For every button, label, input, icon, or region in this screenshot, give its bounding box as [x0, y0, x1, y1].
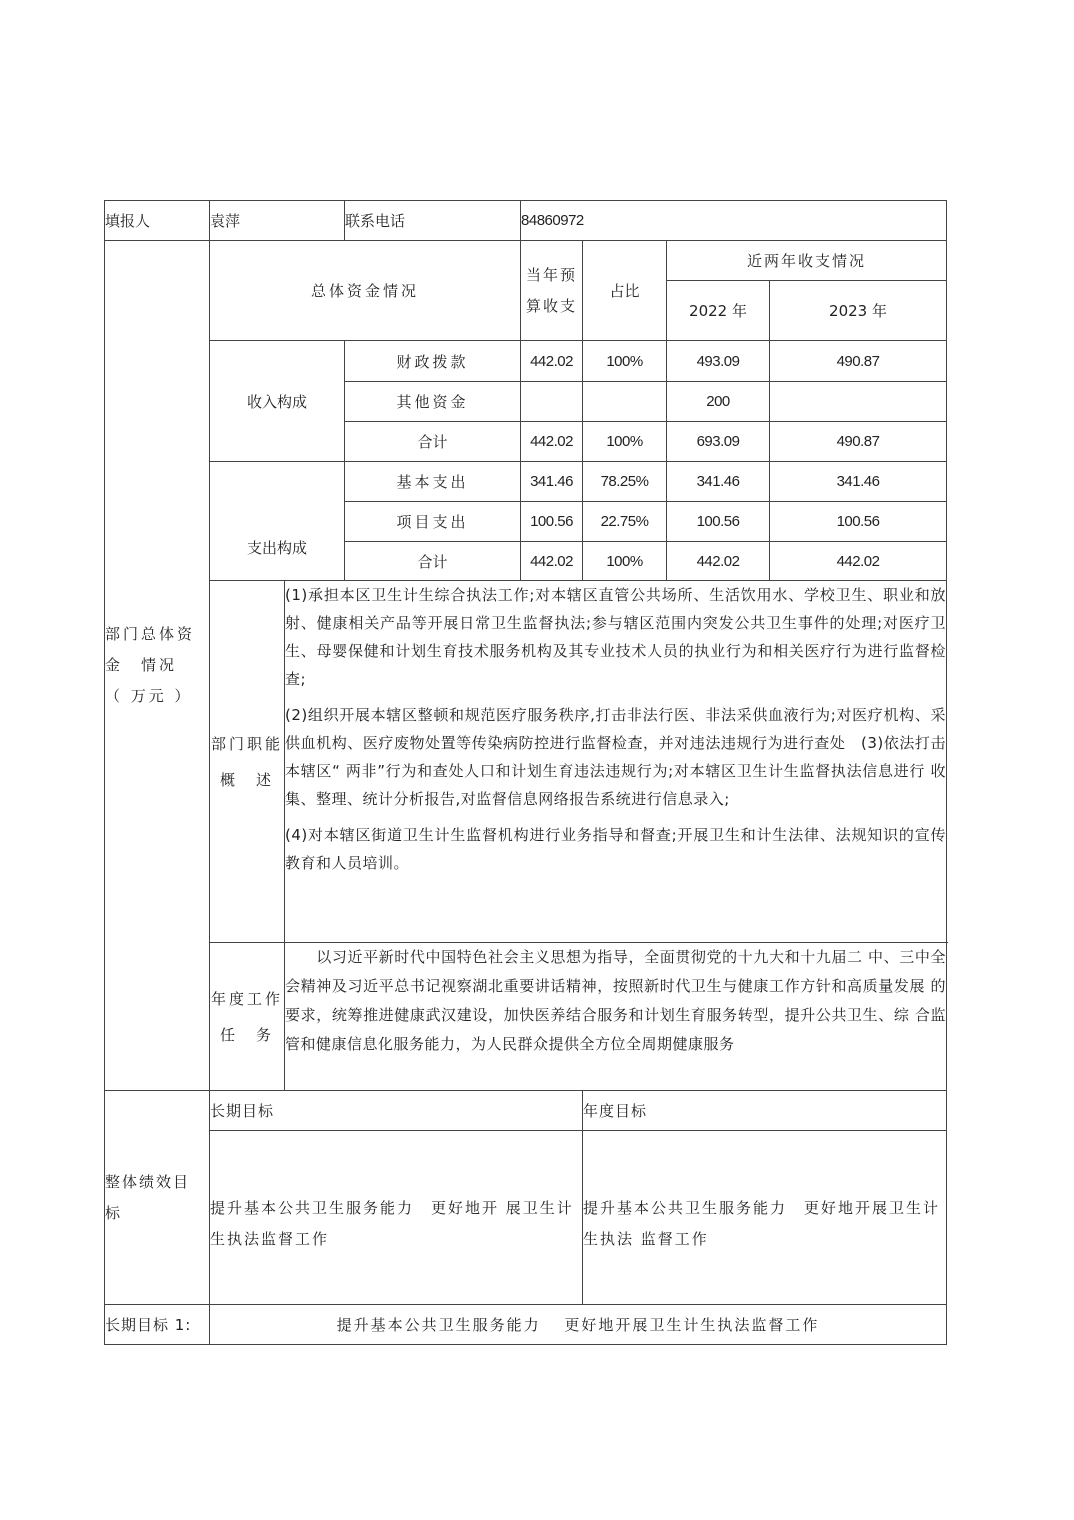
year-2023-header: 2023 年 [770, 281, 947, 341]
long-term-goal-text: 提升基本公共卫生服务能力 更好地开 展卫生计生执法监督工作 [210, 1131, 583, 1305]
funds-section-label: 部门总体资 金 情况 （ 万元 ） [105, 241, 210, 1091]
long-term-goal-1-text: 提升基本公共卫生服务能力 更好地开展卫生计生执法监督工作 [210, 1305, 947, 1345]
annual-goal-header: 年度目标 [583, 1091, 947, 1131]
year-2022-header: 2022 年 [667, 281, 770, 341]
expense-group-label: 支出构成 [210, 462, 345, 581]
expense-row-2023: 341.46 [770, 462, 947, 502]
performance-label: 整体绩效目 标 [105, 1091, 210, 1305]
phone-number: 84860972 [521, 201, 947, 241]
overall-funds-header: 总体资金情况 [210, 241, 521, 341]
expense-row-ratio: 78.25% [583, 462, 667, 502]
ratio-header: 占比 [583, 241, 667, 341]
income-row-ratio: 100% [583, 341, 667, 382]
annual-tasks-row [105, 943, 947, 1091]
income-row-2022: 493.09 [667, 341, 770, 382]
budget-header: 当年预 算收支 [521, 241, 583, 341]
duties-label: 部门职能 概 述 [210, 581, 285, 943]
reporter-name: 袁萍 [210, 201, 345, 241]
income-row-ratio [583, 382, 667, 422]
annual-tasks-label: 年度工作 任 务 [210, 943, 285, 1091]
income-row-label: 财政拨款 [345, 341, 521, 382]
expense-row-ratio: 22.75% [583, 502, 667, 542]
expense-row-2022: 100.56 [667, 502, 770, 542]
long-term-goal-1-row [105, 1305, 947, 1345]
expense-row-budget: 442.02 [521, 542, 583, 581]
duties-row [105, 581, 947, 943]
duty-paragraph: (1)承担本区卫生计生综合执法工作;对本辖区直管公共场所、生活饮用水、学校卫生、职业和放射、健康相关产品等开展日常卫生监督执法;参与辖区范围内突发公共卫生事件的处理;对医疗卫生、母婴保健和计划生育技术服务机构及其专业技术人员的执业行为和相关医疗行为进行监督检查; [285, 586, 947, 688]
income-row-label: 其他资金 [345, 382, 521, 422]
income-row-2023 [770, 382, 947, 422]
income-row [105, 341, 947, 382]
duties-description [285, 581, 947, 943]
income-row-label: 合计 [345, 422, 521, 462]
expense-row-label: 项目支出 [345, 502, 521, 542]
income-row-2023: 490.87 [770, 341, 947, 382]
expense-row-label: 合计 [345, 542, 521, 581]
income-row-budget: 442.02 [521, 422, 583, 462]
recent-years-header: 近两年收支情况 [667, 241, 947, 281]
income-group-label: 收入构成 [210, 341, 345, 462]
performance-header-row [105, 1091, 947, 1131]
duty-paragraph: (2)组织开展本辖区整顿和规范医疗服务秩序,打击非法行医、非法采供血液行为;对医疗机构、采供血机构、医疗废物处置等传染病防控进行监督检查，并对违法违规行为进行查处 (3)依法打击 本辖区“ 两非”行为和查处人口和计划生育违法违规行为;对本辖区卫生计生监督执法信息进行 收集、整理、统计分析报告,对监督信息网络报告系统进行信息录入; [285, 706, 947, 808]
expense-row-2022: 341.46 [667, 462, 770, 502]
budget-form-table [104, 200, 947, 1345]
annual-tasks-text: 以习近平新时代中国特色社会主义思想为指导，全面贯彻党的十九大和十九届二 中、三中全 会精神及习近平总书记视察湖北重要讲话精神，按照新时代卫生与健康工作方针和高质量发展 的要求，统筹推进健康武汉建设，加快医养结合服务和计划生育服务转型，提升公共卫生、综 合监管和健康信息化服务能力，为人民群众提供全方位全周期健康服务 [285, 943, 947, 1091]
expense-row-ratio: 100% [583, 542, 667, 581]
duty-paragraph: (4)对本辖区街道卫生计生监督机构进行业务指导和督查;开展卫生和计生法律、法规知识的宣传教育和人员培训。 [285, 826, 947, 872]
income-row-2022: 200 [667, 382, 770, 422]
income-row-2022: 693.09 [667, 422, 770, 462]
funds-header-row [105, 241, 947, 281]
reporter-label: 填报人 [105, 201, 210, 241]
income-row-budget: 442.02 [521, 341, 583, 382]
expense-row [105, 462, 947, 502]
annual-goal-text: 提升基本公共卫生服务能力 更好地开展卫生计生执法 监督工作 [583, 1131, 947, 1305]
expense-row-2022: 442.02 [667, 542, 770, 581]
long-term-goal-1-label: 长期目标 1: [105, 1305, 210, 1345]
reporter-row [105, 201, 947, 241]
expense-row-label: 基本支出 [345, 462, 521, 502]
expense-row-2023: 100.56 [770, 502, 947, 542]
performance-content-row [105, 1131, 947, 1305]
expense-row-budget: 341.46 [521, 462, 583, 502]
income-row-2023: 490.87 [770, 422, 947, 462]
expense-row-budget: 100.56 [521, 502, 583, 542]
expense-row-2023: 442.02 [770, 542, 947, 581]
phone-label: 联系电话 [345, 201, 521, 241]
long-term-goal-header: 长期目标 [210, 1091, 583, 1131]
income-row-ratio: 100% [583, 422, 667, 462]
income-row-budget [521, 382, 583, 422]
